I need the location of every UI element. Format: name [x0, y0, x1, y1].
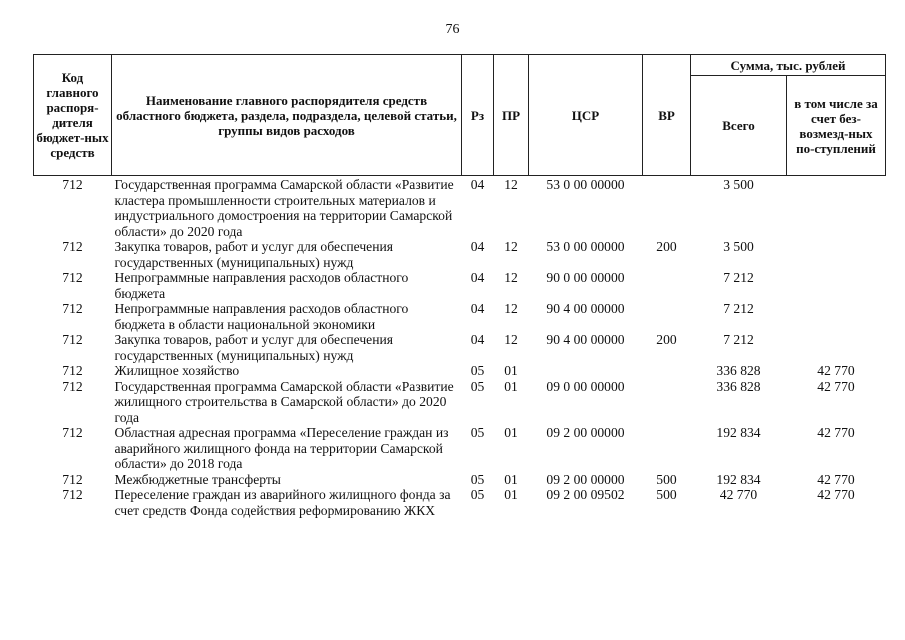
cell-total: 3 500 [723, 239, 754, 254]
cell-csr: 53 0 00 00000 [546, 177, 625, 192]
table-row [34, 472, 886, 488]
cell-pr: 01 [504, 378, 518, 394]
cell-vr: 500 [656, 471, 677, 487]
cell-csr: 53 0 00 00000 [546, 239, 625, 254]
table-row [34, 301, 886, 332]
cell-rz: 04 [470, 177, 485, 192]
table-row [34, 487, 886, 518]
cell-free-receipts [787, 301, 886, 332]
header-sum-group: Сумма, тыс. рублей [691, 55, 886, 76]
cell-code: 712 [62, 471, 83, 487]
cell-total: 42 770 [719, 487, 758, 502]
cell-free-receipts [787, 270, 886, 301]
header-total: Всего [691, 76, 787, 176]
cell-rz: 05 [470, 363, 485, 378]
cell-name: Жилищное хозяйство [114, 363, 240, 378]
header-code: Код главного распоря-дителя бюджет-ных средств [34, 55, 112, 176]
cell-total: 192 834 [716, 471, 761, 487]
cell-pr: 01 [504, 363, 518, 378]
cell-vr: 200 [656, 332, 677, 347]
cell-free-receipts [787, 332, 886, 363]
cell-rz: 05 [470, 378, 485, 394]
cell-code: 712 [62, 177, 83, 192]
cell-csr: 90 4 00 00000 [546, 332, 625, 347]
cell-total: 192 834 [716, 425, 761, 440]
cell-rz: 04 [470, 239, 485, 254]
cell-vr: 500 [656, 487, 677, 502]
cell-free-receipts: 42 770 [817, 425, 855, 440]
cell-code: 712 [62, 270, 83, 285]
cell-total: 3 500 [723, 177, 754, 192]
cell-code: 712 [62, 378, 83, 394]
cell-free-receipts [787, 176, 886, 240]
cell-vr [643, 363, 691, 379]
cell-rz: 05 [470, 471, 485, 487]
header-rz: Рз [462, 55, 494, 176]
cell-rz: 04 [470, 301, 485, 316]
cell-free-receipts: 42 770 [817, 378, 855, 394]
cell-pr: 12 [504, 301, 518, 316]
cell-free-receipts: 42 770 [817, 471, 855, 487]
cell-code: 712 [62, 363, 83, 378]
cell-pr: 01 [504, 471, 518, 487]
cell-total: 7 212 [723, 332, 754, 347]
table-row [34, 176, 886, 240]
cell-total: 336 828 [716, 363, 761, 378]
cell-vr [643, 379, 691, 426]
cell-code: 712 [62, 425, 83, 440]
cell-pr: 12 [504, 177, 518, 192]
table-row [34, 379, 886, 426]
cell-total: 7 212 [723, 301, 754, 316]
cell-total: 336 828 [716, 378, 761, 394]
cell-rz: 04 [470, 332, 485, 347]
table-row [34, 239, 886, 270]
cell-name: Областная адресная программа «Переселение граждан из аварийного жилищного фонда на территории Самарской области» до 2018 года [114, 425, 449, 471]
cell-csr: 90 0 00 00000 [546, 270, 625, 285]
table-row [34, 270, 886, 301]
header-free-receipts: в том числе за счет без-возмезд-ных по-ступлений [787, 76, 886, 176]
cell-code: 712 [62, 332, 83, 347]
cell-pr: 12 [504, 332, 518, 347]
cell-vr [643, 425, 691, 472]
cell-rz: 05 [470, 425, 485, 440]
budget-table [33, 54, 886, 518]
cell-free-receipts: 42 770 [817, 487, 855, 502]
cell-name: Переселение граждан из аварийного жилищного фонда за счет средств Фонда содействия реформированию ЖКХ [114, 487, 451, 518]
header-vr: ВР [643, 55, 691, 176]
cell-pr: 12 [504, 239, 518, 254]
cell-name: Государственная программа Самарской области «Развитие кластера промышленности строительных материалов и индустриального домостроения на территории Самарской области» до 2020 года [114, 177, 454, 239]
cell-csr: 09 2 00 00000 [546, 425, 625, 440]
cell-csr [529, 363, 643, 379]
cell-rz: 04 [470, 270, 485, 285]
cell-pr: 12 [504, 270, 518, 285]
table-row [34, 363, 886, 379]
cell-code: 712 [62, 239, 83, 254]
cell-name: Закупка товаров, работ и услуг для обеспечения государственных (муниципальных) нужд [114, 332, 393, 363]
cell-name: Непрограммные направления расходов областного бюджета в области национальной экономики [114, 301, 409, 332]
cell-name: Государственная программа Самарской области «Развитие жилищного строительства в Самарской области» до 2020 года [114, 378, 454, 425]
cell-csr: 90 4 00 00000 [546, 301, 625, 316]
cell-name: Закупка товаров, работ и услуг для обеспечения государственных (муниципальных) нужд [114, 239, 393, 270]
header-name: Наименование главного распорядителя средств областного бюджета, раздела, подраздела, целевой статьи, группы видов расходов [112, 55, 462, 176]
cell-vr [643, 270, 691, 301]
header-csr: ЦСР [529, 55, 643, 176]
cell-pr: 01 [504, 425, 518, 440]
cell-vr: 200 [656, 239, 677, 254]
cell-name: Непрограммные направления расходов областного бюджета [114, 270, 409, 301]
page-number: 76 [445, 22, 460, 37]
cell-code: 712 [62, 301, 83, 316]
cell-name: Межбюджетные трансферты [114, 471, 281, 487]
header-pr: ПР [494, 55, 529, 176]
cell-free-receipts [787, 239, 886, 270]
cell-total: 7 212 [723, 270, 754, 285]
cell-code: 712 [62, 487, 83, 502]
table-header [34, 55, 886, 176]
cell-free-receipts: 42 770 [817, 363, 855, 378]
cell-csr: 09 2 00 00000 [546, 471, 625, 487]
cell-vr [643, 301, 691, 332]
cell-rz: 05 [470, 487, 485, 502]
cell-csr: 09 0 00 00000 [546, 378, 625, 394]
table-row [34, 332, 886, 363]
table-body [34, 176, 886, 519]
table-row [34, 425, 886, 472]
cell-pr: 01 [504, 487, 518, 502]
cell-csr: 09 2 00 09502 [546, 487, 625, 502]
cell-vr [643, 176, 691, 240]
